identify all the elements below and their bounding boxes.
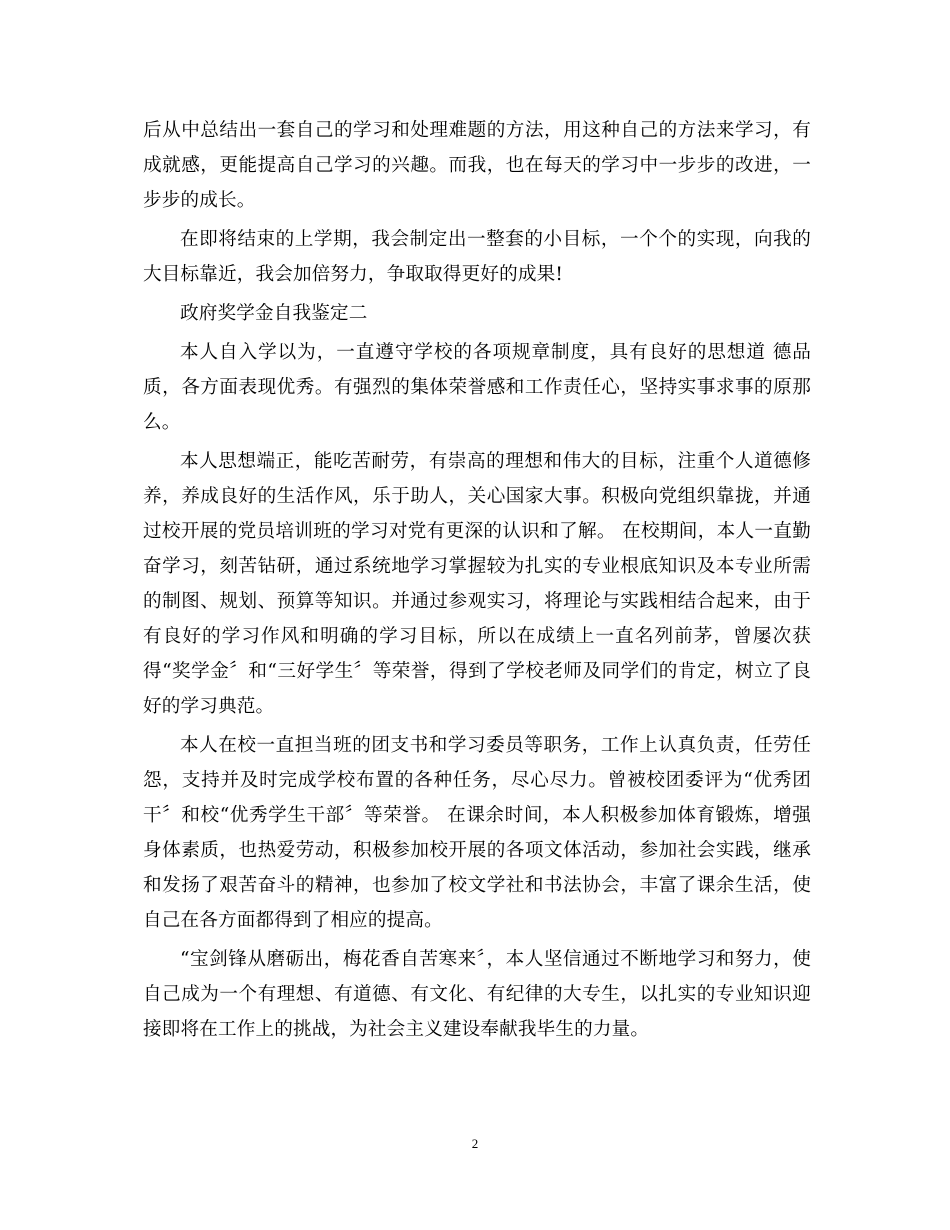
paragraph-goal: 在即将结束的上学期，我会制定出一整套的小目标，一个个的实现，向我的大目标靠近，我会加倍努力，争取取得更好的成果! [143,229,811,285]
paragraph-duties-activities: 本人在校一直担当班的团支书和学习委员等职务，工作上认真负责，任劳任怨，支持并及时完成学校布置的各种任务，尽心尽力。曾被校团委评为“优秀团干〞和校“优秀学生干部〞等荣誉。 在课余时间，本人积极参加体育锻炼，增强身体素质，也热爱劳动，积极参加校开展的各项文体活动，参加社会实践，继承和发扬了艰苦奋斗的精神，也参加了校文学社和书法协会，丰富了课余生活，使自己在各方面都得到了相应的提高。 [143,735,811,931]
paragraph-intro: 本人自入学以为，一直遵守学校的各项规章制度，具有良好的思想道 德品质，各方面表现优秀。有强烈的集体荣誉感和工作责任心，坚持实事求事的原那么。 [143,342,811,433]
page-number: 2 [471,1136,479,1151]
document-body [143,113,811,1051]
paragraph-ideology-study: 本人思想端正，能吃苦耐劳，有崇高的理想和伟大的目标，注重个人道德修养，养成良好的生活作风，乐于助人，关心国家大事。积极向党组织靠拢，并通过校开展的党员培训班的学习对党有更深的认识和了解。 在校期间，本人一直勤奋学习，刻苦钻研，通过系统地学习掌握较为扎实的专业根底知识及本专业所需的制图、规划、预算等知识。并通过参观实习，将理论与实践相结合起来，由于有良好的学习作风和明确的学习目标，所以在成绩上一直名列前茅，曾屡次获得“奖学金〞和“三好学生〞等荣誉，得到了学校老师及同学们的肯定，树立了良好的学习典范。 [143,451,811,717]
section-heading: 政府奖学金自我鉴定二 [180,303,368,324]
paragraph-continuation: 后从中总结出一套自己的学习和处理难题的方法，用这种自己的方法来学习，有成就感，更能提高自己学习的兴趣。而我，也在每天的学习中一步步的改进，一步步的成长。 [143,120,811,211]
paragraph-closing: “宝剑锋从磨砺出，梅花香自苦寒来〞，本人坚信通过不断地学习和努力，使自己成为一个有理想、有道德、有文化、有纪律的大专生，以扎实的专业知识迎接即将在工作上的挑战，为社会主义建设奉献我毕生的力量。 [143,949,811,1040]
